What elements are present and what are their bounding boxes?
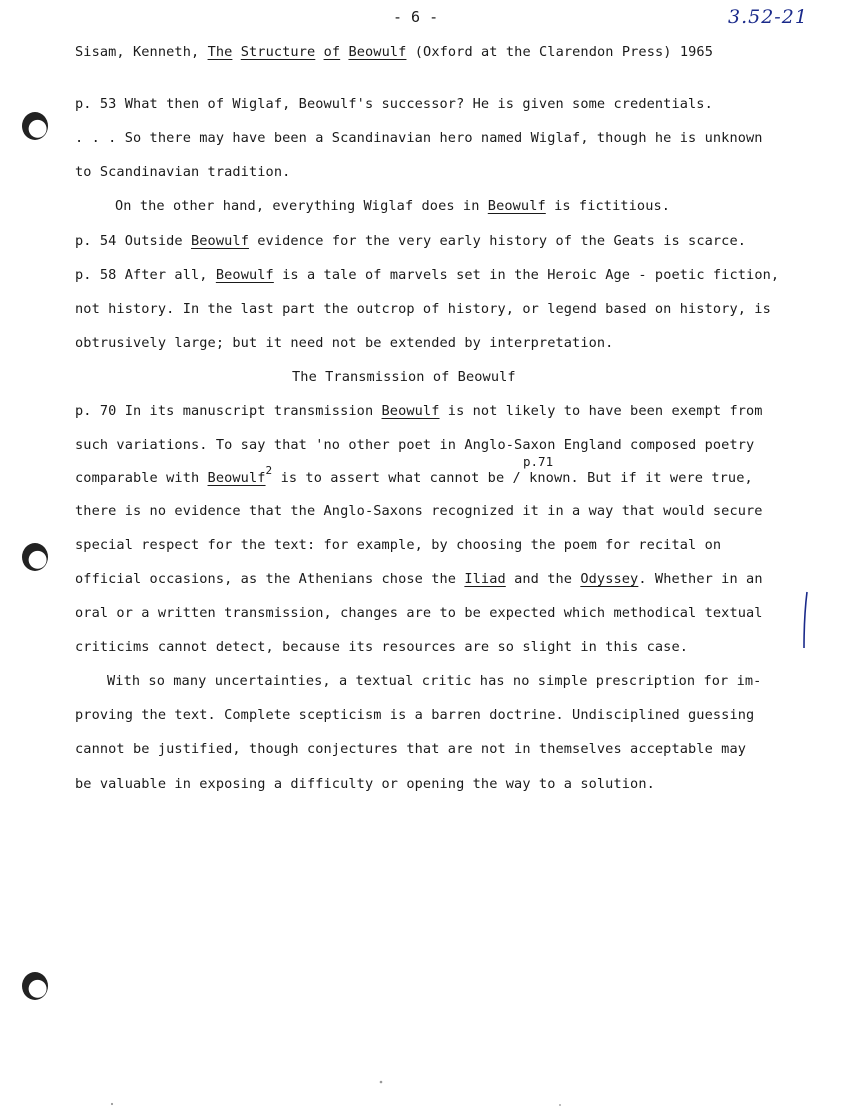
text-run: . Whether in an bbox=[638, 571, 763, 587]
text-line: not history. In the last part the outcrop of history, or legend based on history, is bbox=[75, 301, 771, 317]
text-run: p. 58 After all, bbox=[75, 267, 216, 283]
underlined-title: Beowulf bbox=[190, 233, 249, 249]
text-line: obtrusively large; but it need not be extended by interpretation. bbox=[75, 335, 614, 351]
citation-title-word: of bbox=[323, 44, 341, 60]
text-line: criticims cannot detect, because its resources are so slight in this case. bbox=[75, 639, 689, 655]
text-line: proving the text. Complete scepticism is a barren doctrine. Undisciplined guessing bbox=[75, 707, 755, 723]
citation-author: Sisam, Kenneth, bbox=[75, 44, 200, 60]
section-heading: The Transmission of Beowulf bbox=[292, 369, 516, 385]
text-run: p. 70 In its manuscript transmission bbox=[75, 403, 382, 419]
text-run: comparable with bbox=[75, 470, 208, 486]
text-line: With so many uncertainties, a textual critic has no simple prescription for im- bbox=[107, 673, 762, 689]
text-run: official occasions, as the Athenians chose the bbox=[75, 571, 465, 587]
footnote-marker: 2 bbox=[265, 464, 273, 477]
citation-publisher: (Oxford at the Clarendon Press) 1965 bbox=[414, 44, 713, 60]
page-break-insert: p.71 bbox=[523, 454, 554, 469]
text-run: p. 54 Outside bbox=[75, 233, 191, 249]
text-run: is not likely to have been exempt from bbox=[439, 403, 763, 419]
text-line: be valuable in exposing a difficulty or opening the way to a solution. bbox=[75, 776, 655, 792]
page-number: - 6 - bbox=[393, 8, 439, 26]
underlined-title: Odyssey bbox=[580, 571, 639, 587]
underlined-title: Iliad bbox=[464, 571, 506, 587]
text-line: to Scandinavian tradition. bbox=[75, 164, 291, 180]
text-line: such variations. To say that 'no other poet in Anglo-Saxon England composed poetry bbox=[75, 437, 755, 453]
text-run: is fictitious. bbox=[545, 198, 671, 214]
underlined-title: Beowulf bbox=[381, 403, 440, 419]
citation-title-word: Beowulf bbox=[348, 44, 407, 60]
text-line: cannot be justified, though conjectures that are not in themselves acceptable may bbox=[75, 741, 747, 757]
text-run: and the bbox=[505, 571, 581, 587]
handwritten-reference: 3.52-21 bbox=[728, 6, 808, 28]
text-line: there is no evidence that the Anglo-Saxons recognized it in a way that would secure bbox=[75, 503, 763, 519]
text-run: evidence for the very early history of the Geats is scarce. bbox=[248, 233, 747, 249]
text-run: On the other hand, everything Wiglaf does in bbox=[115, 198, 488, 214]
text-line: . . . So there may have been a Scandinavian hero named Wiglaf, though he is unknown bbox=[75, 130, 763, 146]
text-run: is a tale of marvels set in the Heroic Age - poetic fiction, bbox=[273, 267, 780, 283]
text-line: special respect for the text: for example, by choosing the poem for recital on bbox=[75, 537, 722, 553]
text-line: p. 53 What then of Wiglaf, Beowulf's successor? He is given some credentials. bbox=[75, 96, 713, 112]
text-line: oral or a written transmission, changes are to be expected which methodical textual bbox=[75, 605, 763, 621]
underlined-title: Beowulf bbox=[215, 267, 274, 283]
citation-title-word: The bbox=[207, 44, 233, 60]
text-run: is to assert what cannot be / known. But if it were true, bbox=[272, 470, 753, 486]
underlined-title: Beowulf bbox=[487, 198, 546, 214]
underlined-title: Beowulf bbox=[207, 470, 266, 486]
citation-title-word: Structure bbox=[240, 44, 316, 60]
